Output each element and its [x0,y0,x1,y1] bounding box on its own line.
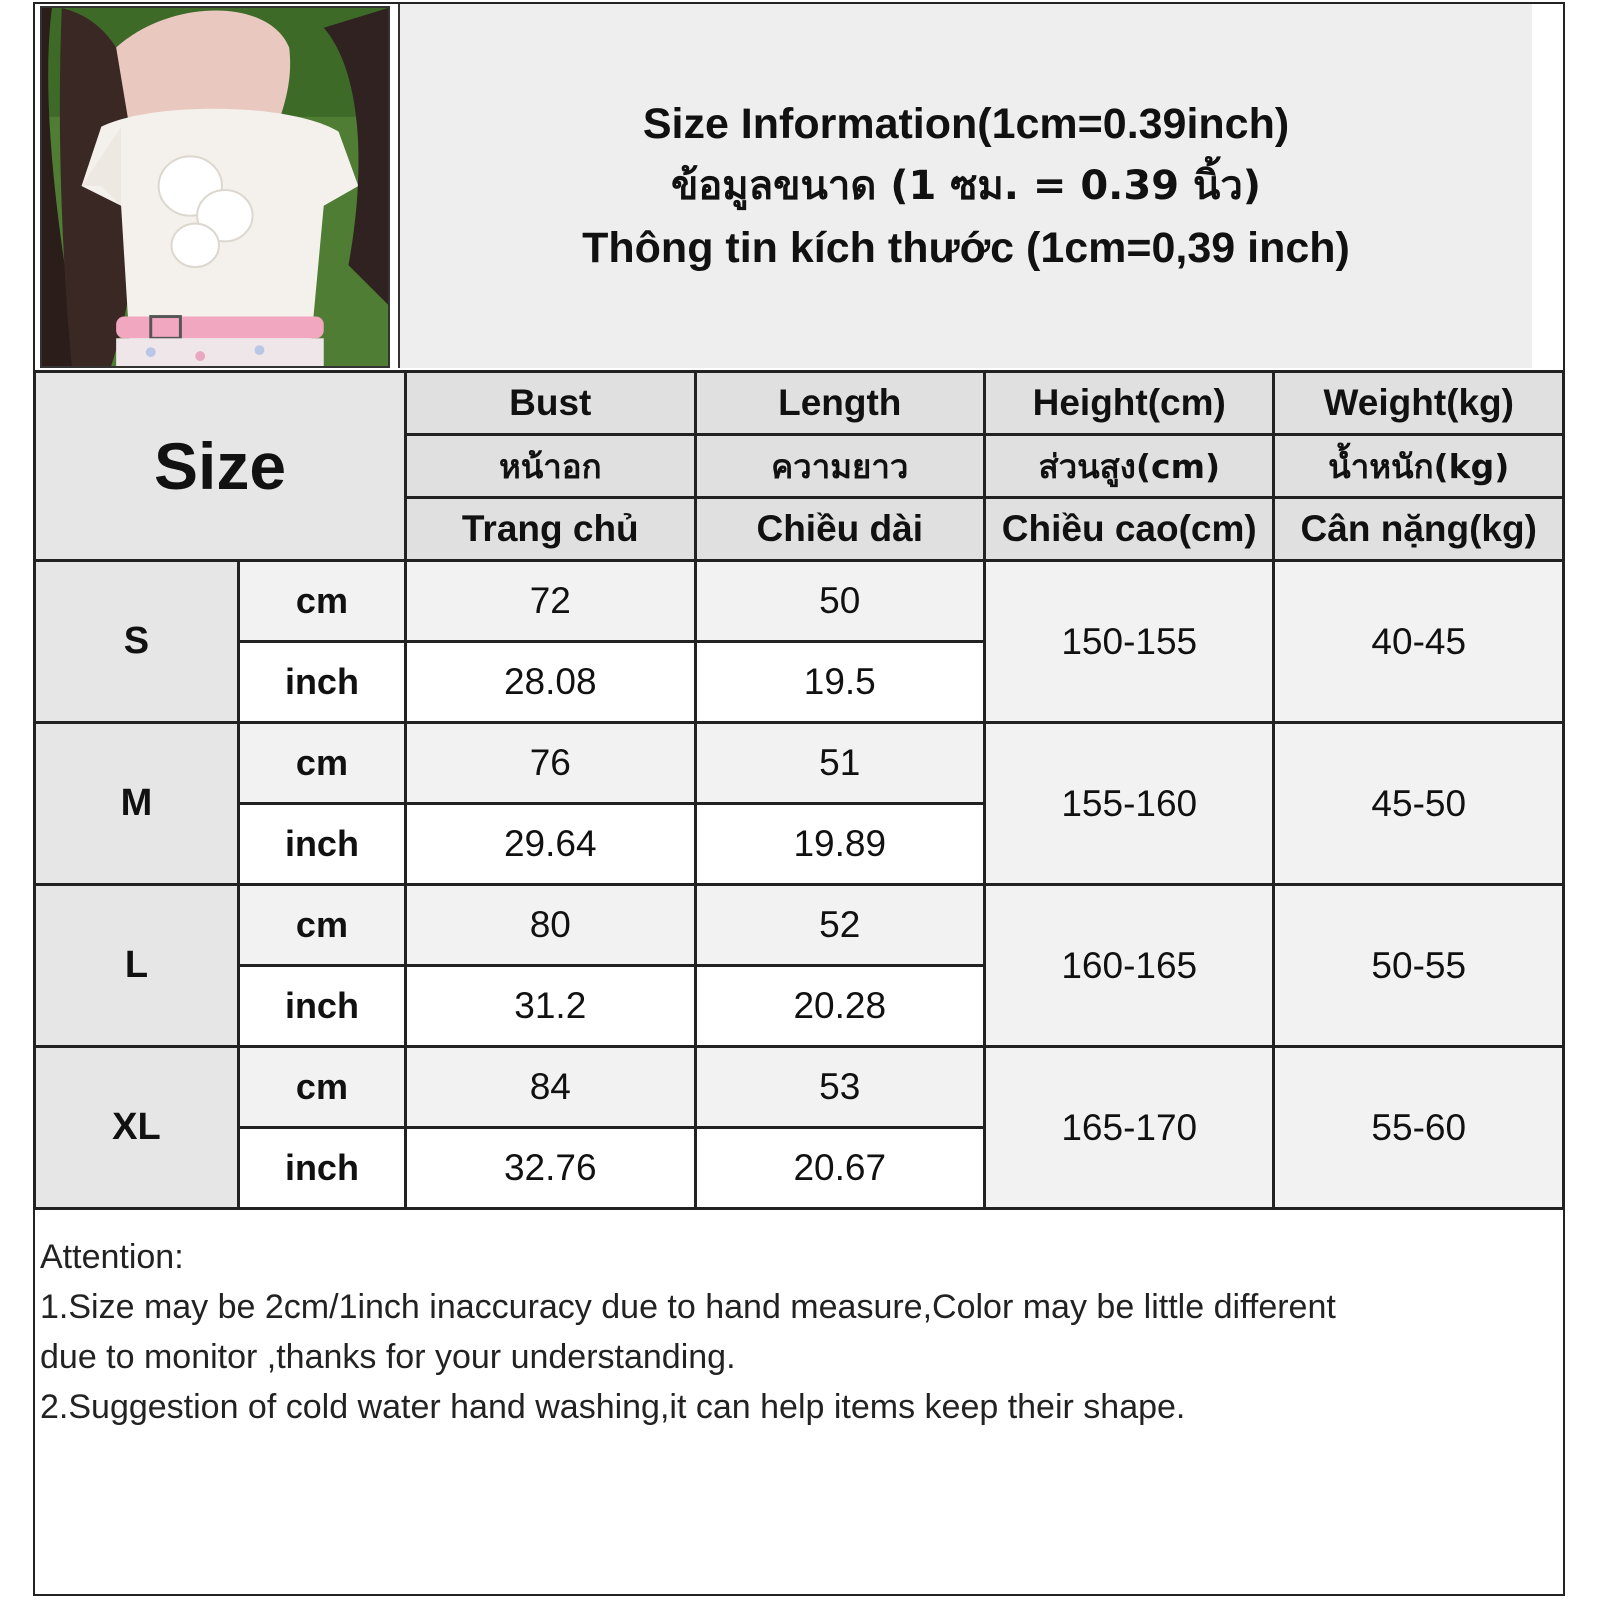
col-weight-vi: Cân nặng(kg) [1274,498,1564,561]
table-row [35,561,1564,642]
col-weight-en: Weight(kg) [1274,372,1564,435]
bust-inch: 31.2 [406,966,695,1047]
title-vietnamese: Thông tin kích thước (1cm=0,39 inch) [582,224,1350,272]
length-cm: 51 [695,723,984,804]
table-row [35,885,1564,966]
col-bust-vi: Trang chủ [406,498,695,561]
product-photo [40,6,390,368]
size-name: M [35,723,239,885]
size-header: Size [35,372,406,561]
bust-inch: 32.76 [406,1128,695,1209]
height-range: 160-165 [985,885,1274,1047]
bust-cm: 80 [406,885,695,966]
length-cm: 50 [695,561,984,642]
col-height-th: ส่วนสูง(cm) [985,435,1274,498]
size-name: S [35,561,239,723]
table-row [35,723,1564,804]
col-height-en: Height(cm) [985,372,1274,435]
height-range: 150-155 [985,561,1274,723]
length-inch: 20.67 [695,1128,984,1209]
header-row-en [35,372,1564,435]
length-inch: 20.28 [695,966,984,1047]
unit-cm: cm [238,561,405,642]
col-weight-th: น้ำหนัก(kg) [1274,435,1564,498]
col-bust-th: หน้าอก [406,435,695,498]
size-table [33,370,1565,1210]
bust-inch: 28.08 [406,642,695,723]
note-1: 1.Size may be 2cm/1inch inaccuracy due to hand measure,Color may be little different [40,1288,1336,1326]
unit-cm: cm [238,723,405,804]
weight-range: 40-45 [1274,561,1564,723]
unit-cm: cm [238,1047,405,1128]
note-1-continued: due to monitor ,thanks for your understanding. [40,1338,736,1376]
attention-notes [40,1232,1540,1432]
unit-cm: cm [238,885,405,966]
bust-cm: 84 [406,1047,695,1128]
weight-range: 55-60 [1274,1047,1564,1209]
weight-range: 50-55 [1274,885,1564,1047]
col-bust-en: Bust [406,372,695,435]
unit-inch: inch [238,1128,405,1209]
length-cm: 52 [695,885,984,966]
weight-range: 45-50 [1274,723,1564,885]
length-inch: 19.89 [695,804,984,885]
unit-inch: inch [238,804,405,885]
size-name: XL [35,1047,239,1209]
col-height-vi: Chiều cao(cm) [985,498,1274,561]
size-name: L [35,885,239,1047]
col-length-en: Length [695,372,984,435]
length-inch: 19.5 [695,642,984,723]
notes-heading: Attention: [40,1238,184,1276]
bust-cm: 76 [406,723,695,804]
col-length-th: ความยาว [695,435,984,498]
bust-cm: 72 [406,561,695,642]
height-range: 155-160 [985,723,1274,885]
table-row [35,1047,1564,1128]
bust-inch: 29.64 [406,804,695,885]
unit-inch: inch [238,642,405,723]
col-length-vi: Chiều dài [695,498,984,561]
length-cm: 53 [695,1047,984,1128]
height-range: 165-170 [985,1047,1274,1209]
note-2: 2.Suggestion of cold water hand washing,it can help items keep their shape. [40,1388,1186,1426]
title-english: Size Information(1cm=0.39inch) [642,100,1290,148]
title-thai: ข้อมูลขนาด (1 ซม. = 0.39 นิ้ว) [670,163,1262,209]
size-info-title [398,4,1532,368]
unit-inch: inch [238,966,405,1047]
